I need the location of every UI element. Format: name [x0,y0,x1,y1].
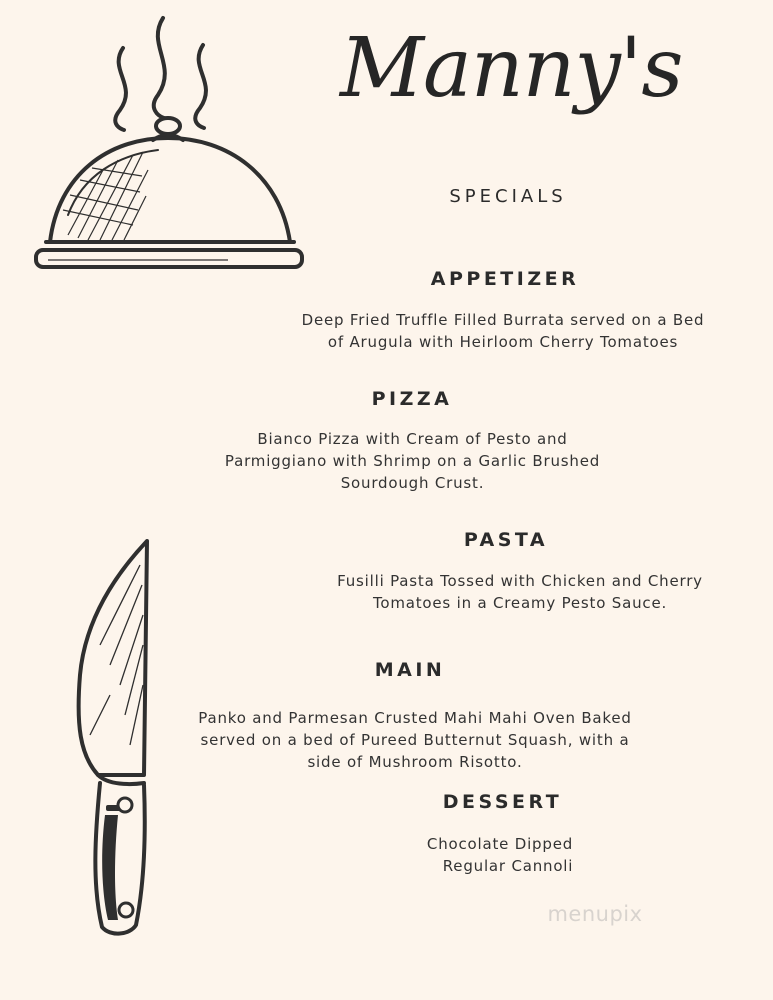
pasta-line-2: Tomatoes in a Creamy Pesto Sauce. [372,594,668,612]
dessert-line-1: Chocolate Dipped [426,835,574,853]
appetizer-line-1: Deep Fried Truffle Filled Burrata served on a Bed [301,311,705,329]
cloche-icon [28,10,308,280]
restaurant-title: Manny's [340,21,683,116]
pizza-line-3: Sourdough Crust. [340,474,485,492]
appetizer-heading: APPETIZER [430,268,580,290]
pizza-line-1: Bianco Pizza with Cream of Pesto and [257,430,568,448]
dessert-heading: DESSERT [442,791,563,813]
menupix-watermark: menupix [547,902,643,926]
main-description [150,707,680,773]
pasta-description [290,570,750,614]
pizza-line-2: Parmiggiano with Shrimp on a Garlic Brushed [224,452,601,470]
appetizer-line-2: of Arugula with Heirloom Cherry Tomatoes [327,333,679,351]
specials-subtitle: SPECIALS [449,186,567,207]
dessert-line-2: Regular Cannoli [442,857,574,875]
dessert-description [390,833,610,877]
main-line-1: Panko and Parmesan Crusted Mahi Mahi Oven Baked [198,709,632,727]
pizza-description [180,428,645,494]
pizza-heading: PIZZA [371,388,453,410]
appetizer-description [268,309,738,353]
main-line-2: served on a bed of Pureed Butternut Squash, with a [200,731,630,749]
main-heading: MAIN [374,659,446,681]
pasta-line-1: Fusilli Pasta Tossed with Chicken and Cherry [337,572,703,590]
pasta-heading: PASTA [463,529,549,551]
main-line-3: side of Mushroom Risotto. [307,753,523,771]
